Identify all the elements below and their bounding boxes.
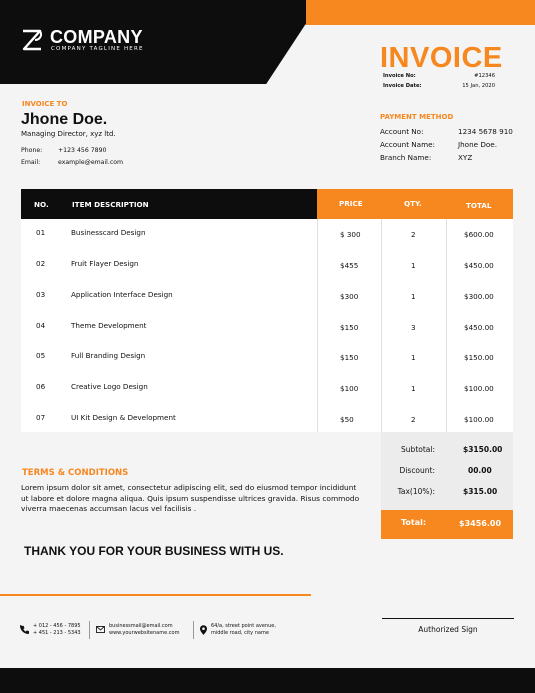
discount-label: Discount: — [399, 466, 435, 475]
col-header-description: ITEM DESCRIPTION — [72, 200, 149, 209]
table-row — [21, 342, 513, 373]
cell-no: 06 — [36, 382, 46, 391]
cell-no: 03 — [36, 290, 46, 299]
table-row — [21, 312, 513, 343]
cell-total: $450.00 — [464, 323, 494, 332]
cell-description: Theme Development — [71, 321, 147, 330]
thank-you-message: THANK YOU FOR YOUR BUSINESS WITH US. — [24, 544, 284, 558]
cell-qty: 1 — [411, 292, 416, 301]
phone-value: +123 456 7890 — [58, 147, 107, 154]
table-row — [21, 281, 513, 312]
grand-total-label: Total: — [401, 518, 427, 527]
cell-total: $150.00 — [464, 353, 494, 362]
cell-description: UI Kit Design & Development — [71, 413, 176, 422]
invoice-no-label: Invoice No: — [383, 73, 416, 79]
cell-no: 02 — [36, 259, 46, 268]
cell-qty: 1 — [411, 353, 416, 362]
invoice-to-label: INVOICE TO — [22, 100, 68, 108]
footer-email — [96, 623, 179, 636]
tax-value: $315.00 — [463, 487, 498, 496]
client-role: Managing Director, xyz ltd. — [21, 130, 116, 138]
branch-name-label: Branch Name: — [380, 153, 432, 162]
footer-website: www.yourwebsitename.com — [109, 629, 180, 636]
cell-price: $455 — [340, 261, 359, 270]
col-header-total: TOTAL — [466, 201, 492, 210]
subtotal-value: $3150.00 — [463, 445, 503, 454]
cell-no: 04 — [36, 321, 46, 330]
terms-text: Lorem ipsum dolor sit amet, consectetur adipiscing elit, sed do eiusmod tempor incididunt ut labore et dolore magna aliqua. Quis ipsum suspendisse ultrices gravida. Risus commodo viverra maecenas accumsan lacus vel facilisis . — [21, 483, 360, 513]
company-tagline: COMPANY TAGLINE HERE — [51, 46, 144, 52]
items-table — [21, 189, 513, 424]
location-pin-icon — [200, 625, 207, 635]
table-body — [21, 219, 513, 432]
cell-no: 01 — [36, 228, 46, 237]
cell-description: Application Interface Design — [71, 290, 173, 299]
phone-icon — [20, 625, 29, 634]
client-name: Jhone Doe. — [21, 111, 108, 128]
table-row — [21, 404, 513, 435]
terms-label: TERMS & CONDITIONS — [22, 468, 129, 478]
cell-qty: 1 — [411, 384, 416, 393]
cell-total: $100.00 — [464, 415, 494, 424]
account-no-value: 1234 5678 910 — [458, 127, 513, 136]
cell-price: $300 — [340, 292, 359, 301]
cell-price: $50 — [340, 415, 354, 424]
cell-price: $100 — [340, 384, 359, 393]
authorized-sign-label: Authorized Sign — [418, 625, 478, 634]
cell-description: Full Branding Design — [71, 351, 146, 360]
invoice-title: INVOICE — [380, 42, 503, 74]
company-name: COMPANY — [50, 27, 143, 47]
footer-address-line-1: 64/a, street point avenue, — [211, 623, 276, 629]
totals-box — [381, 432, 513, 510]
grand-total-value: $3456.00 — [459, 519, 502, 528]
cell-description: Creative Logo Design — [71, 382, 148, 391]
cell-price: $ 300 — [340, 230, 361, 239]
footer-email-address: businessmail@email.com — [109, 623, 173, 629]
payment-method — [380, 127, 513, 166]
cell-total: $300.00 — [464, 292, 494, 301]
cell-qty: 3 — [411, 323, 416, 332]
company-logo-icon — [20, 28, 44, 52]
cell-qty: 1 — [411, 261, 416, 270]
cell-price: $150 — [340, 353, 359, 362]
footer-phone-2: + 451 - 213 - 5343 — [33, 629, 81, 636]
subtotal-label: Subtotal: — [401, 445, 435, 454]
cell-price: $150 — [340, 323, 359, 332]
col-header-price: PRICE — [339, 199, 363, 208]
cell-qty: 2 — [411, 230, 416, 239]
discount-value: 00.00 — [468, 466, 492, 475]
table-row — [21, 250, 513, 281]
tax-label: Tax(10%): — [397, 487, 435, 496]
cell-qty: 2 — [411, 415, 416, 424]
email-icon — [96, 626, 105, 633]
account-name-label: Account Name: — [380, 140, 435, 149]
cell-no: 07 — [36, 413, 46, 422]
email-label: Email: — [21, 159, 41, 166]
footer-address — [200, 623, 276, 636]
phone-label: Phone: — [21, 147, 43, 154]
client-contact — [21, 147, 123, 171]
footer-black-band — [0, 668, 535, 693]
signature-line — [382, 618, 514, 619]
account-name-value: Jhone Doe. — [458, 140, 497, 149]
table-row — [21, 373, 513, 404]
col-header-qty: QTY. — [404, 199, 422, 208]
cell-total: $450.00 — [464, 261, 494, 270]
header-black-band — [0, 0, 306, 84]
grand-total — [381, 510, 513, 539]
footer-phone-1: + 012 - 456 - 7895 — [33, 623, 81, 629]
branch-name-value: XYZ — [458, 153, 473, 162]
invoice-no-value: #12346 — [474, 73, 495, 79]
table-header — [21, 189, 513, 219]
footer-accent-line — [0, 594, 311, 596]
invoice-date-label: Invoice Date: — [383, 83, 422, 89]
cell-no: 05 — [36, 351, 46, 360]
cell-total: $100.00 — [464, 384, 494, 393]
invoice-meta — [383, 73, 495, 93]
cell-description: Fruit Flayer Design — [71, 259, 139, 268]
footer-address-line-2: middle road, city name — [211, 629, 269, 636]
footer-phone — [20, 623, 81, 636]
cell-description: Businesscard Design — [71, 228, 146, 237]
payment-method-label: PAYMENT METHOD — [380, 113, 454, 121]
col-header-no: NO. — [34, 200, 49, 209]
email-value: example@email.com — [58, 159, 124, 166]
invoice-date-value: 15 Jan, 2020 — [462, 83, 495, 89]
cell-total: $600.00 — [464, 230, 494, 239]
table-row — [21, 219, 513, 250]
account-no-label: Account No: — [380, 127, 424, 136]
